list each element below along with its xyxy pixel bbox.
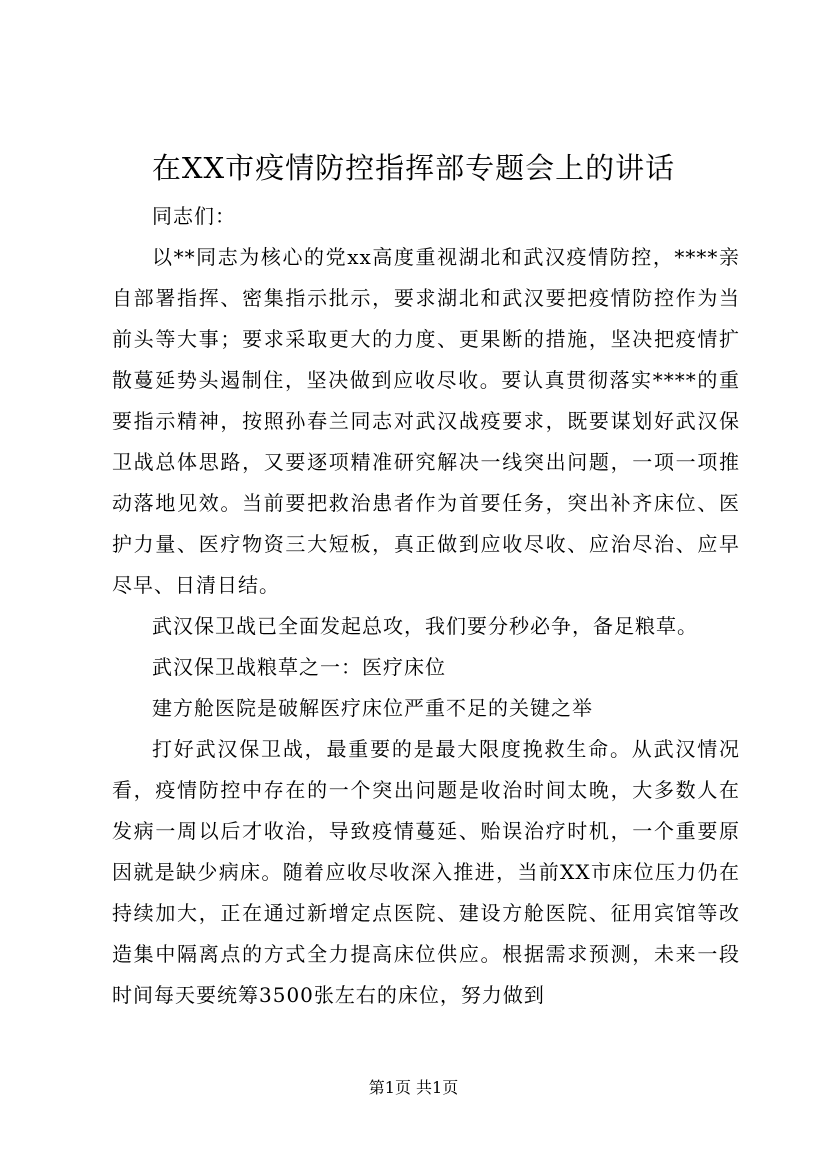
section-heading: 武汉保卫战粮草之一：医疗床位 [152,655,446,679]
paragraph-intro: 以**同志为核心的党xx高度重视湖北和武汉疫情防控，****亲自部署指挥、密集指示批示，要求湖北和武汉要把疫情防控作为当前头等大事；要求采取更大的力度、更果断的措施，坚决把疫情扩散蔓延势头遏制住，坚决做到应收尽收。要认真贯彻落实****的重要指示精神，按照孙春兰同志对武汉战疫要求，既要谋划好武汉保卫战总体思路，又要逐项精准研究解决一线突出问题，一项一项推动落地见效。当前要把救治患者作为首要任务，突出补齐床位、医护力量、医疗物资三大短板，真正做到应收尽收、应治尽治、应早尽早、日清日结。 [112,245,740,597]
paragraph-salutation: 同志们： [152,204,236,228]
document-body [112,196,740,1016]
paragraph-bed-capacity: 打好武汉保卫战，最重要的是最大限度挽救生命。从武汉情况看，疫情防控中存在的一个突出问题是收治时间太晚，大多数人在发病一周以后才收治，导致疫情蔓延、贻误治疗时机，一个重要原因就是缺少病床。随着应收尽收深入推进，当前XX市床位压力仍在持续加大，正在通过新增定点医院、建设方舱医院、征用宾馆等改造集中隔离点的方式全力提高床位供应。根据需求预测，未来一段时间每天要统筹3500张左右的床位，努力做到 [112,737,740,1007]
document-title: 在XX市疫情防控指挥部专题会上的讲话 [151,151,676,185]
subsection-heading: 建方舱医院是破解医疗床位严重不足的关键之举 [152,696,593,720]
paragraph-call-to-action: 武汉保卫战已全面发起总攻，我们要分秒必争，备足粮草。 [152,614,698,638]
page-footer: 第1页 共1页 [368,1078,459,1097]
